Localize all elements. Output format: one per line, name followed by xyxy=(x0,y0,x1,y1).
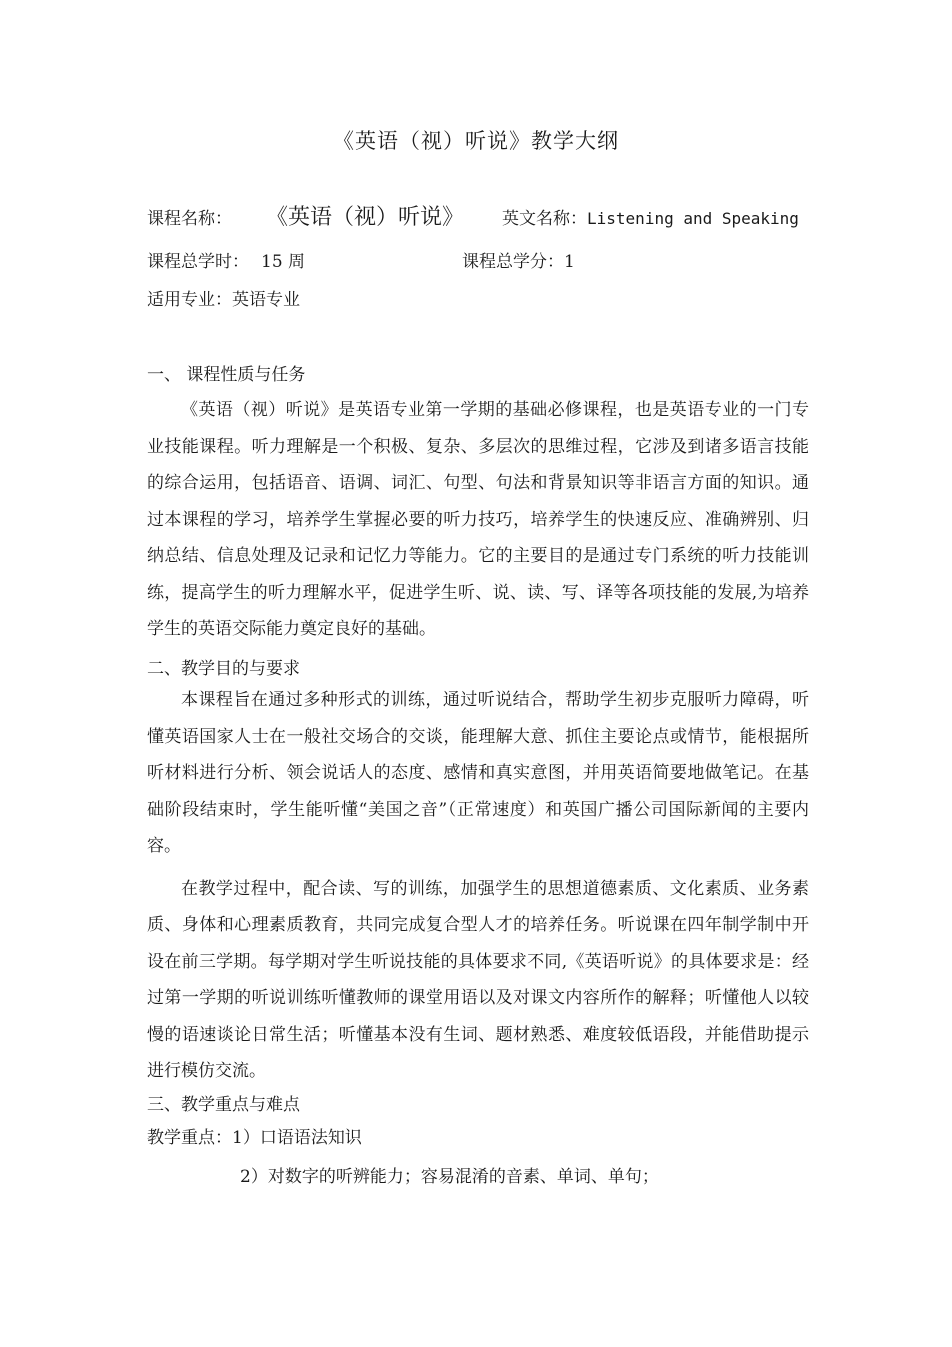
credits-label: 课程总学分： xyxy=(462,252,564,272)
hours-credits-row xyxy=(147,247,575,272)
section2-body xyxy=(147,682,809,1090)
section3-heading: 三、教学重点与难点 xyxy=(147,1095,300,1115)
section2-paragraph-2: 在教学过程中，配合读、写的训练，加强学生的思想道德素质、文化素质、业务素质、身体和心理素质教育，共同完成复合型人才的培养任务。听说课在四年制学制中开设在前三学期。每学期对学生听说技能的具体要求不同,《英语听说》的具体要求是：经过第一学期的听说训练听懂教师的课堂用语以及对课文内容所作的解释；听懂他人以较慢的语速谈论日常生活；听懂基本没有生词、题材熟悉、难度较低语段，并能借助提示进行模仿交流。 xyxy=(147,878,809,1081)
section1-body xyxy=(147,392,809,648)
hours-value: 15 周 xyxy=(261,252,306,272)
section1-heading: 一、 课程性质与任务 xyxy=(147,365,306,385)
hours-label: 课程总学时： xyxy=(147,252,249,272)
document-title: 《英语（视）听说》教学大纲 xyxy=(333,129,619,153)
course-name-value: 《英语（视）听说》 xyxy=(266,205,465,230)
section1-paragraph: 《英语（视）听说》是英语专业第一学期的基础必修课程，也是英语专业的一门专业技能课程。听力理解是一个积极、复杂、多层次的思维过程，它涉及到诸多语言技能的综合运用，包括语音、语调、词汇、句型、句法和背景知识等非语言方面的知识。通过本课程的学习，培养学生掌握必要的听力技巧，培养学生的快速反应、准确辨别、归纳总结、信息处理及记录和记忆力等能力。它的主要目的是通过专门系统的听力技能训练，提高学生的听力理解水平，促进学生听、说、读、写、译等各项技能的发展,为培养学生的英语交际能力奠定良好的基础。 xyxy=(147,400,809,639)
section3-point-2: 2）对数字的听辨能力；容易混淆的音素、单词、单句； xyxy=(240,1167,659,1187)
major-label: 适用专业： xyxy=(147,290,232,310)
english-name-value: Listening and Speaking xyxy=(587,209,799,228)
major-value: 英语专业 xyxy=(232,290,300,310)
course-name-row xyxy=(147,200,799,231)
section3-point-1: 教学重点：1）口语语法知识 xyxy=(147,1128,362,1148)
section2-heading: 二、教学目的与要求 xyxy=(147,659,300,679)
english-name-label: 英文名称： xyxy=(502,209,588,229)
section2-paragraph-1: 本课程旨在通过多种形式的训练，通过听说结合，帮助学生初步克服听力障碍，听懂英语国家人士在一般社交场合的交谈，能理解大意、抓住主要论点或情节，能根据所听材料进行分析、领会说话人的态度、感情和真实意图，并用英语简要地做笔记。在基础阶段结束时，学生能听懂“美国之音”（正常速度）和英国广播公司国际新闻的主要内容。 xyxy=(147,690,809,856)
major-row xyxy=(147,285,300,310)
course-name-label: 课程名称： xyxy=(147,209,232,229)
credits-value: 1 xyxy=(564,252,575,272)
credits-group xyxy=(462,247,575,272)
